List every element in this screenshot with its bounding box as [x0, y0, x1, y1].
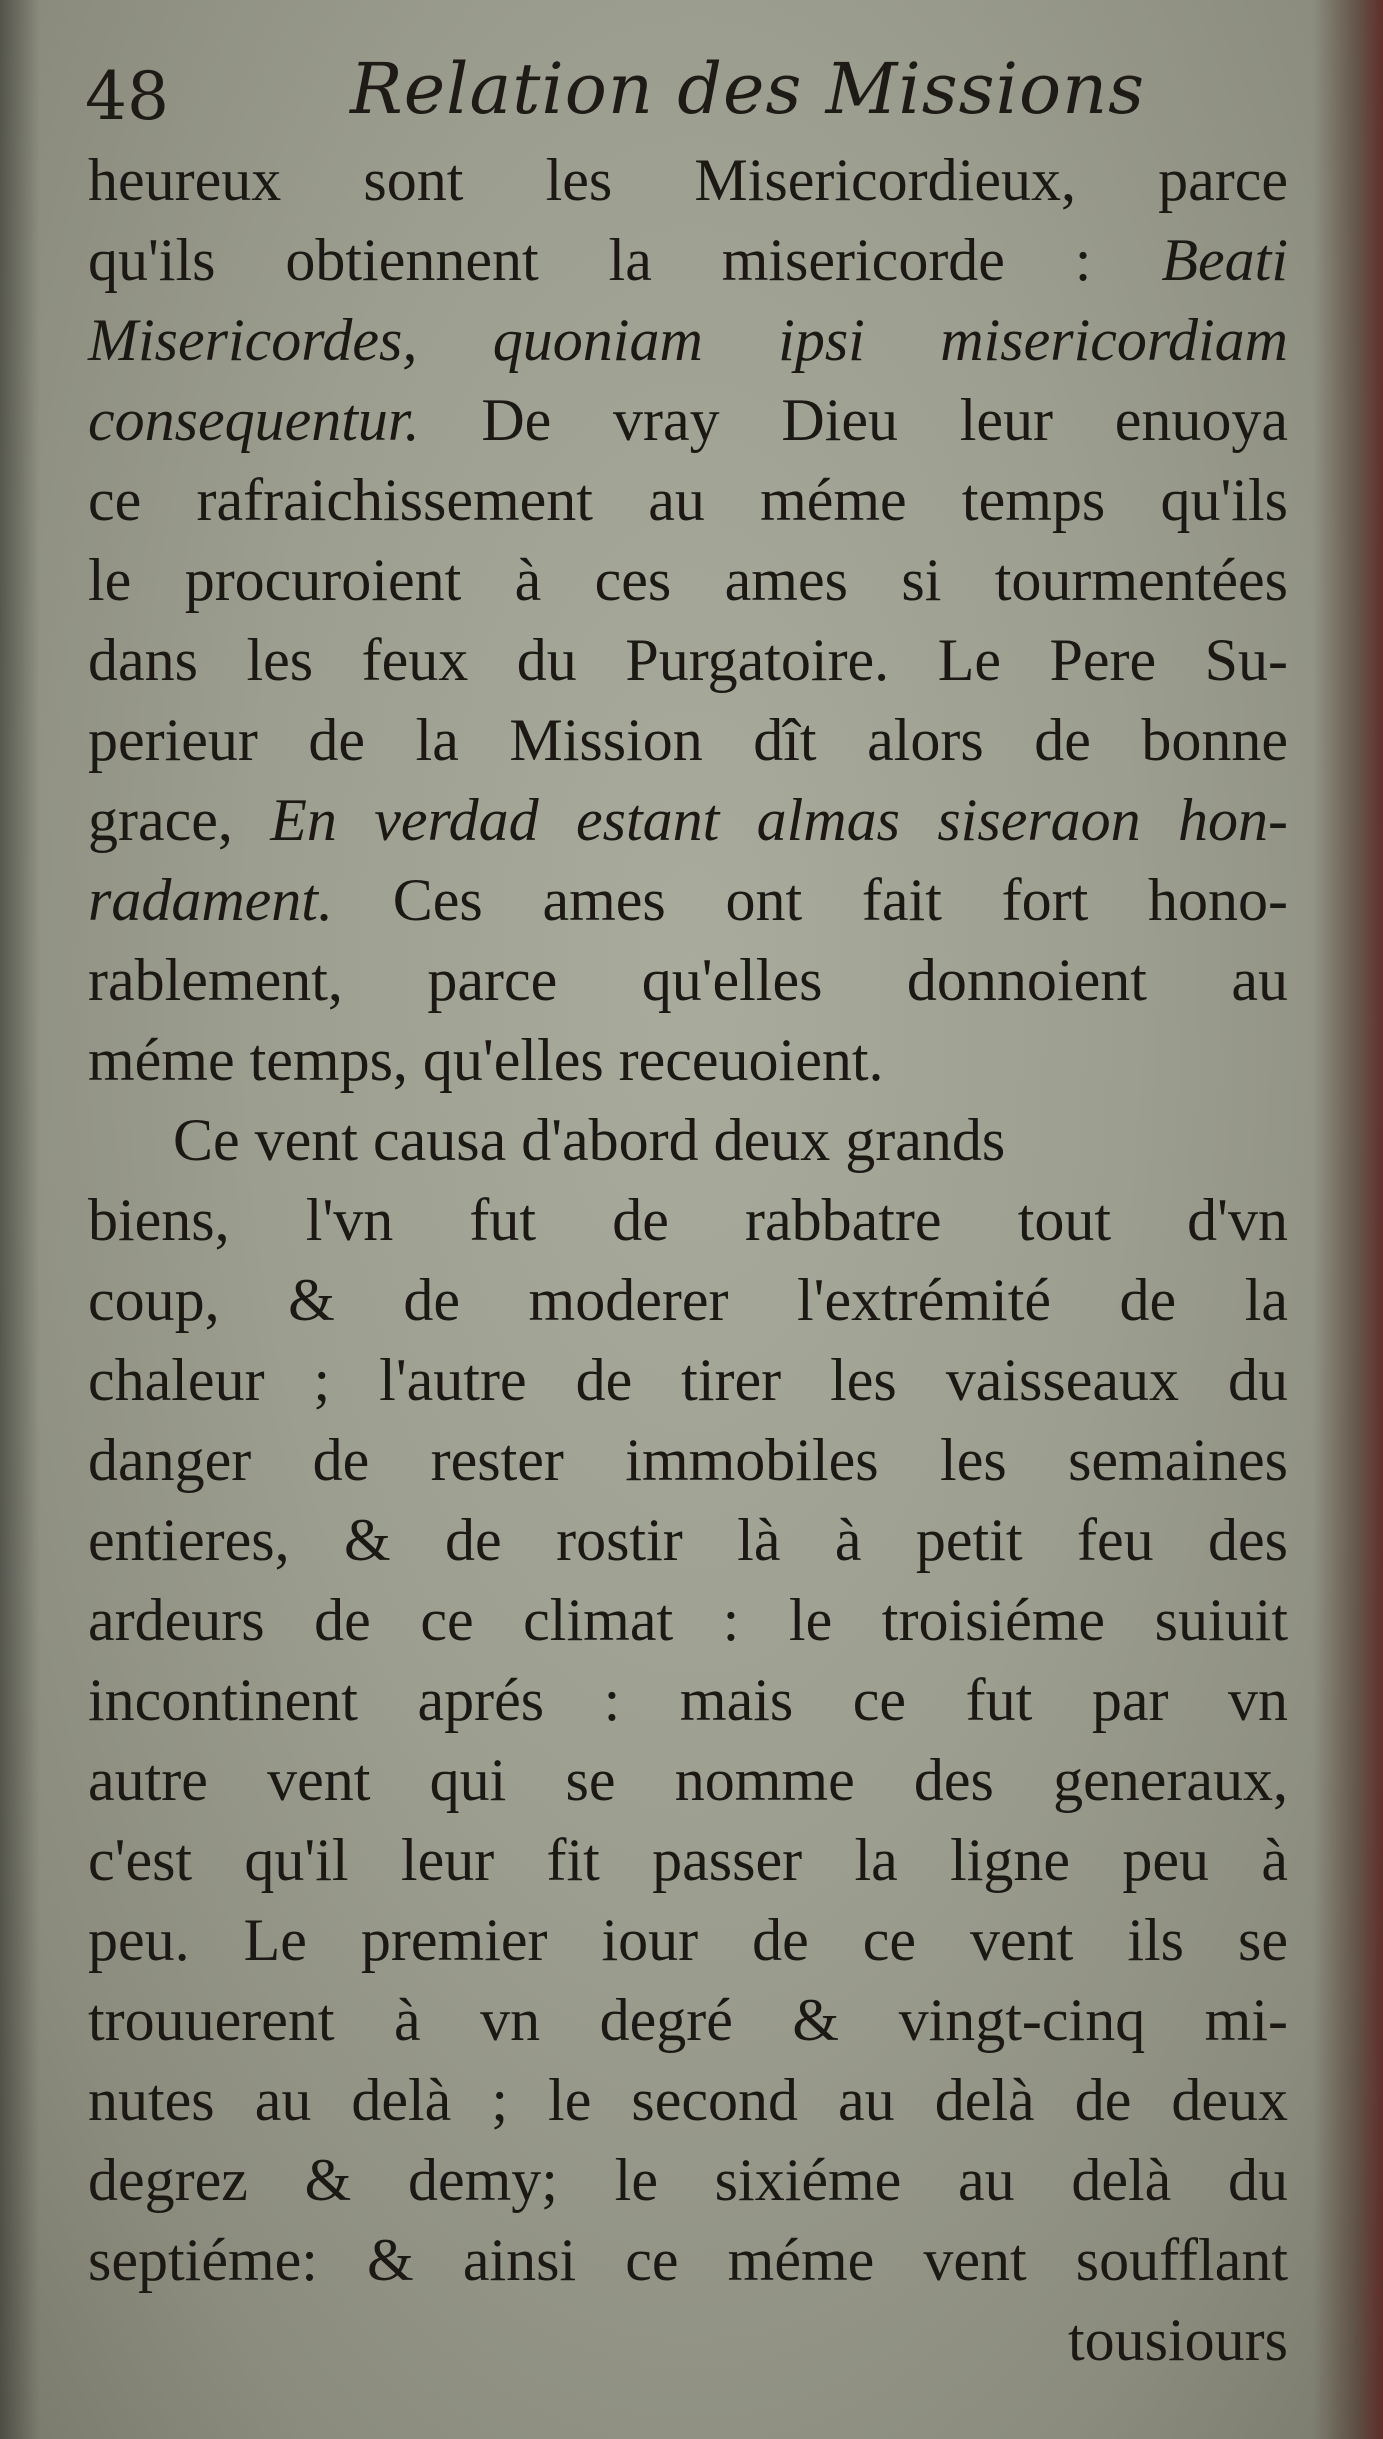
text-segment: grace, — [88, 787, 271, 853]
text-segment: nutes au delà ; le second au delà de deux — [88, 2067, 1288, 2133]
text-line — [88, 940, 1288, 1020]
text-line — [88, 1580, 1288, 1660]
text-line — [88, 2140, 1288, 2220]
text-line — [88, 2220, 1288, 2300]
text-line — [88, 540, 1288, 620]
text-line — [88, 780, 1288, 860]
page-spine-shadow — [1313, 0, 1383, 2439]
text-line — [88, 620, 1288, 700]
text-segment: perieur de la Mission dît alors de bonne — [88, 707, 1288, 773]
text-segment: tousiours — [1067, 2307, 1288, 2373]
text-segment: le procuroient à ces ames si tourmentées — [88, 547, 1288, 613]
page-number: 48 — [85, 58, 169, 135]
text-line — [88, 460, 1288, 540]
text-segment: entieres, & de rostir là à petit feu des — [88, 1507, 1288, 1573]
text-line — [88, 1340, 1288, 1420]
text-segment: peu. Le premier iour de ce vent ils se — [88, 1907, 1288, 1973]
italic-text-segment: Beati — [1161, 227, 1288, 293]
italic-text-segment: En verdad estant almas siseraon hon- — [270, 787, 1289, 853]
text-line — [88, 1260, 1288, 1340]
text-segment: coup, & de moderer l'extrémité de la — [88, 1267, 1288, 1333]
text-line — [88, 1100, 1288, 1180]
text-segment: heureux sont les Misericordieux, parce — [88, 147, 1288, 213]
page-left-edge-shadow — [0, 0, 40, 2439]
text-segment: Ce vent causa d'abord deux grands — [173, 1107, 1006, 1173]
text-line — [88, 140, 1288, 220]
text-segment: ardeurs de ce climat : le troisiéme suiuit — [88, 1587, 1288, 1653]
text-line — [88, 1420, 1288, 1500]
page-header — [85, 40, 1285, 140]
text-line — [88, 1500, 1288, 1580]
text-segment: chaleur ; l'autre de tirer les vaisseaux du — [88, 1347, 1288, 1413]
body-text — [88, 140, 1288, 2380]
text-line — [88, 1900, 1288, 1980]
text-line — [88, 2300, 1288, 2380]
text-segment: Ces ames ont fait fort hono- — [332, 867, 1288, 933]
text-line — [88, 220, 1288, 300]
italic-text-segment: radament. — [88, 867, 333, 933]
text-segment: incontinent aprés : mais ce fut par vn — [88, 1667, 1288, 1733]
text-line — [88, 2060, 1288, 2140]
text-line — [88, 300, 1288, 380]
text-line — [88, 1660, 1288, 1740]
text-segment: c'est qu'il leur fit passer la ligne peu à — [88, 1827, 1288, 1893]
text-line — [88, 380, 1288, 460]
text-line — [88, 700, 1288, 780]
text-line — [88, 1820, 1288, 1900]
text-line — [88, 1980, 1288, 2060]
text-segment: rablement, parce qu'elles donnoient au — [88, 947, 1288, 1013]
running-title: Relation des Missions — [350, 48, 1146, 130]
text-segment: biens, l'vn fut de rabbatre tout d'vn — [88, 1187, 1288, 1253]
text-segment: trouuerent à vn degré & vingt-cinq mi- — [88, 1987, 1288, 2053]
text-segment: De vray Dieu leur enuoya — [419, 387, 1288, 453]
text-line — [88, 860, 1288, 940]
italic-text-segment: consequentur. — [88, 387, 420, 453]
text-line — [88, 1180, 1288, 1260]
text-segment: méme temps, qu'elles receuoient. — [88, 1027, 884, 1093]
text-segment: dans les feux du Purgatoire. Le Pere Su- — [88, 627, 1288, 693]
text-segment: autre vent qui se nomme des generaux, — [88, 1747, 1288, 1813]
italic-text-segment: Misericordes, quoniam ipsi misericordiam — [88, 307, 1288, 373]
text-segment: septiéme: & ainsi ce méme vent soufflant — [88, 2227, 1288, 2293]
text-segment: qu'ils obtiennent la misericorde : — [88, 227, 1162, 293]
text-line — [88, 1740, 1288, 1820]
text-segment: degrez & demy; le sixiéme au delà du — [88, 2147, 1288, 2213]
text-line — [88, 1020, 1288, 1100]
text-segment: ce rafraichissement au méme temps qu'ils — [88, 467, 1288, 533]
text-segment: danger de rester immobiles les semaines — [88, 1427, 1288, 1493]
